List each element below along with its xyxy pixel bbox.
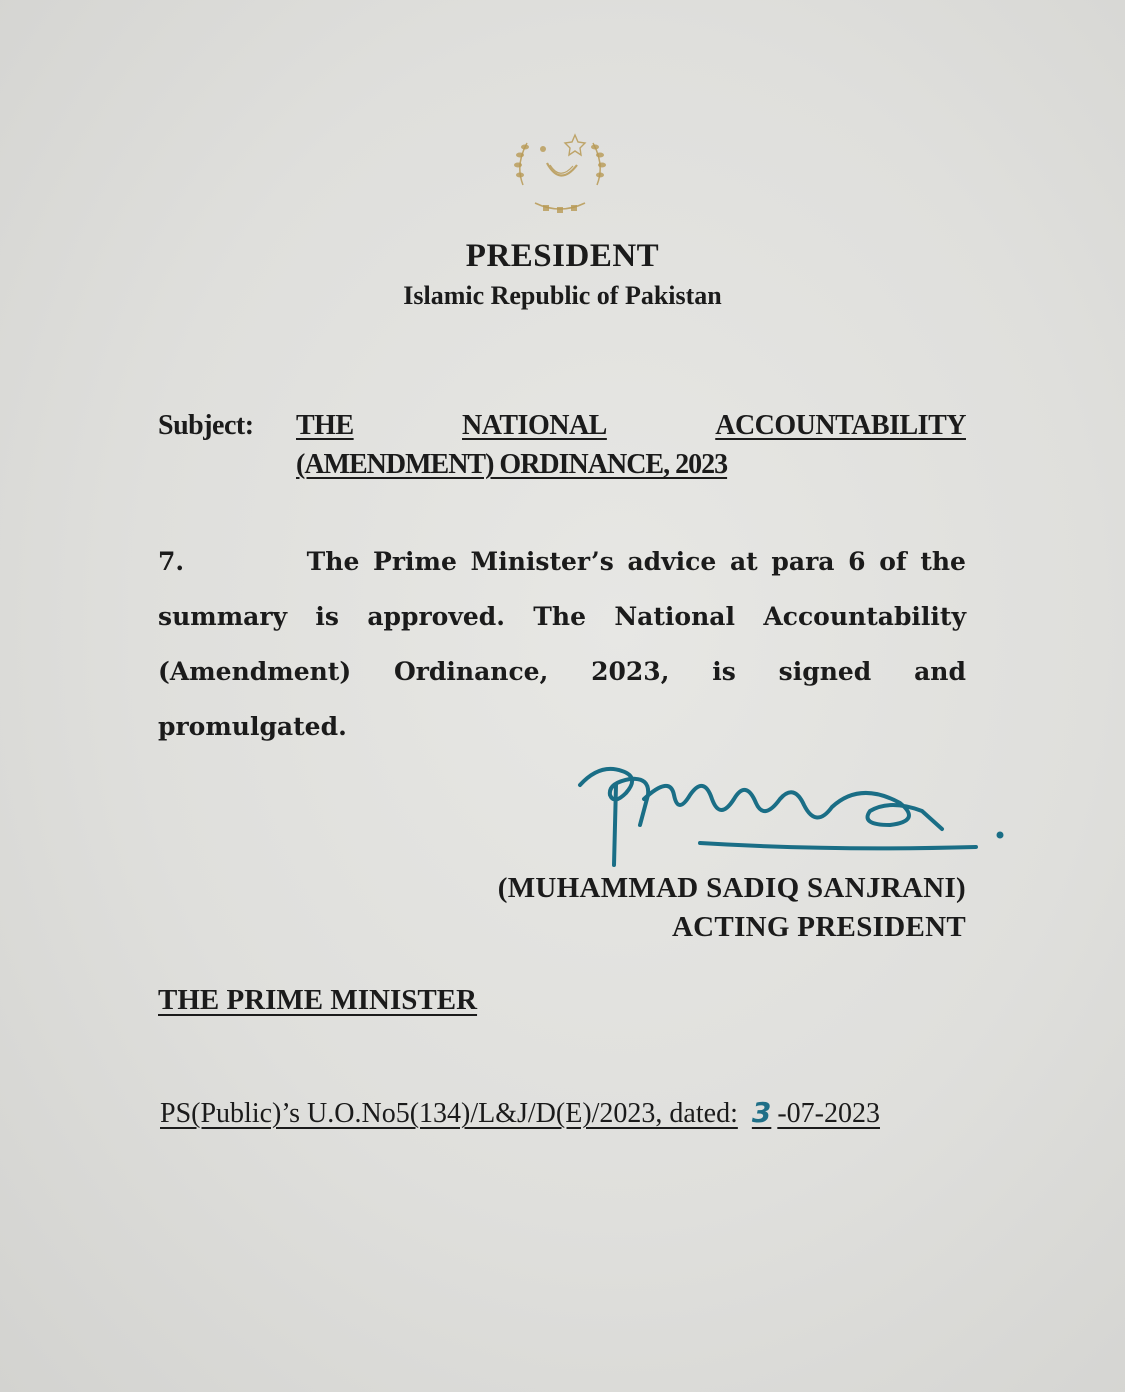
signatory-name: (MUHAMMAD SADIQ SANJRANI) — [497, 872, 966, 904]
paragraph-line-2 — [158, 595, 966, 650]
word: Prime — [373, 547, 457, 576]
word: at — [729, 547, 758, 576]
word: the — [920, 547, 966, 576]
subject-line-2: (AMENDMENT) ORDINANCE, 2023 — [296, 449, 728, 480]
word: The — [533, 602, 586, 631]
reference-suffix: -07-2023 — [777, 1098, 880, 1129]
reference-line — [160, 1096, 880, 1130]
page-title: PRESIDENT — [465, 238, 660, 274]
paragraph-number: 7. — [158, 547, 185, 576]
paragraph-line-4 — [158, 705, 966, 760]
word: (Amendment) — [158, 657, 352, 686]
body-paragraph — [158, 540, 966, 760]
state-emblem-icon — [505, 125, 615, 220]
subject-word: ACCOUNTABILITY — [715, 410, 966, 441]
word: signed — [778, 657, 872, 686]
subject-label: Subject: — [158, 410, 254, 441]
word: Ordinance, — [393, 657, 549, 686]
word: 6 — [848, 547, 866, 576]
word: para — [771, 547, 835, 576]
page-subtitle: Islamic Republic of Pakistan — [403, 281, 722, 310]
handwritten-signature — [570, 755, 1010, 875]
word: of — [879, 547, 907, 576]
word: summary — [158, 602, 288, 631]
word: is — [315, 602, 339, 631]
subject-line-1 — [296, 410, 966, 442]
word: Minister’s — [470, 547, 614, 576]
word: approved. — [367, 602, 505, 631]
reference-prefix: PS(Public)’s U.O.No5(134)/L&J/D(E)/2023, dated: — [160, 1098, 738, 1129]
subject-word: THE — [296, 410, 354, 441]
paragraph-line-1 — [158, 540, 966, 595]
word: 2023, — [591, 657, 670, 686]
word: promulgated. — [158, 712, 347, 741]
word: is — [712, 657, 736, 686]
word: Accountability — [763, 602, 966, 631]
word: advice — [627, 547, 717, 576]
subject-word: NATIONAL — [462, 410, 607, 441]
addressee: THE PRIME MINISTER — [158, 984, 478, 1016]
word: and — [914, 657, 966, 686]
paragraph-line-3 — [158, 650, 966, 705]
word: National — [614, 602, 735, 631]
handwritten-day: 3 — [751, 1096, 772, 1129]
word: The — [306, 547, 360, 576]
signatory-title: ACTING PRESIDENT — [671, 911, 966, 943]
